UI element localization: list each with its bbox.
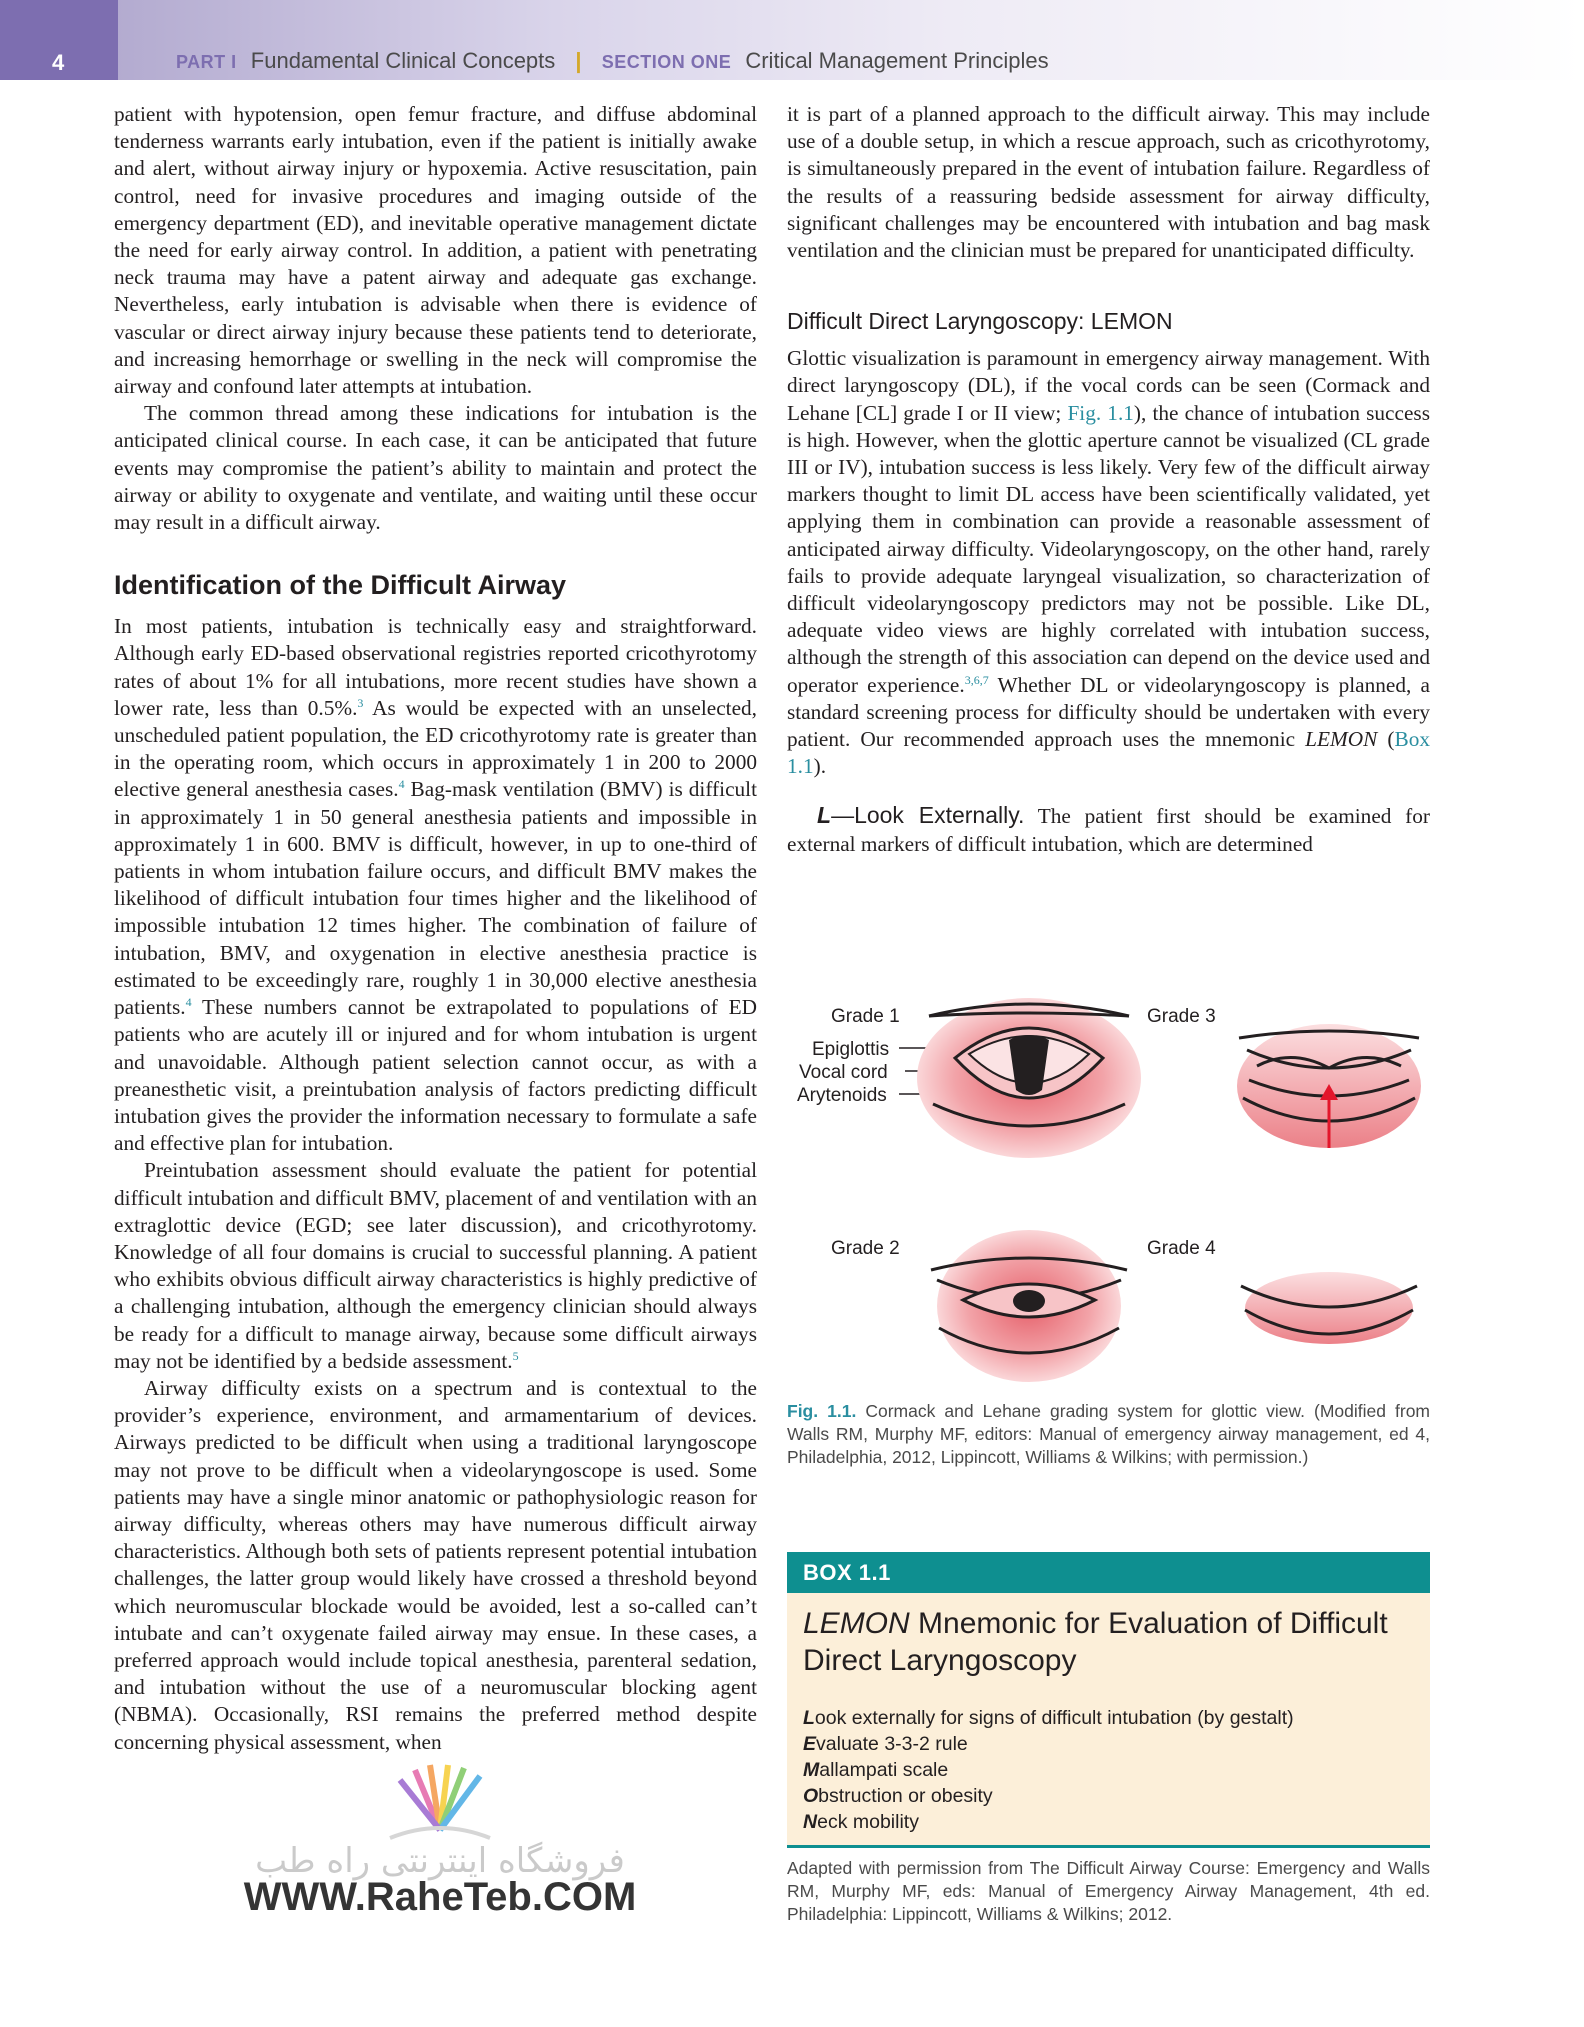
box-source-note: Adapted with permission from The Difficult Airway Course: Emergency and Walls RM, Murphy MF, eds: Manual of Emergency Airway Management, 4th ed. Philadelphia: Lippincott, Williams & Wilkins; 2012. xyxy=(787,1858,1430,1924)
watermark xyxy=(190,1760,690,1920)
text-run: ), the chance of intubation success is high. However, when the glottic aperture cannot be visualized (CL grade III or IV), intubation success is less likely. Very few of the difficult airway markers thought to limit DL access have been scientifically validated, yet applying them in combination can provide a reasonable assessment of anticipated airway difficulty. Videolaryngoscopy, on the other hand, rarely fails to provide adequate laryngeal visualization, so characterization of difficult videolaryngoscopy predictors may not be possible. Like DL, adequate video views are highly correlated with intubation success, although the strength of this association can depend on the device used and operator experience. xyxy=(787,400,1430,697)
arytenoids-label: Arytenoids xyxy=(797,1085,887,1106)
cormack-lehane-figure xyxy=(787,988,1430,1408)
grade-4-label: Grade 4 xyxy=(1147,1238,1216,1259)
grade-2-view xyxy=(931,1230,1127,1382)
grade-3-view xyxy=(1237,1024,1421,1148)
figure-link[interactable]: Fig. 1.1 xyxy=(1067,400,1134,425)
vocal-cord-label: Vocal cord xyxy=(799,1062,888,1083)
epiglottis-label: Epiglottis xyxy=(812,1039,890,1060)
header-separator: | xyxy=(575,48,582,73)
list-item: Obstruction or obesity xyxy=(803,1785,993,1807)
glottic-grades-diagram xyxy=(787,988,1430,1408)
reference-link[interactable]: 4 xyxy=(185,995,192,1009)
caption-text: Cormack and Lehane grading system for glottic view. (Modified from Walls RM, Murphy MF, editors: Manual of emergency airway management, ed 4, Philadelphia, 2012, Lippincott, Williams & Wilkins; with permission.) xyxy=(787,1401,1431,1467)
section-label: SECTION ONE xyxy=(601,52,732,72)
box-title: LEMON Mnemonic for Evaluation of Difficult Direct Laryngoscopy xyxy=(803,1607,1388,1677)
paragraph xyxy=(114,1157,757,1375)
grade-1-view xyxy=(917,998,1141,1158)
text-run: In most patients, intubation is technically easy and straightforward. Although early ED-based observational registries reported cricothyrotomy rates of about 1% for all intubations, more recent studies have shown a lower rate, less than 0.5%. xyxy=(114,614,757,720)
box-link[interactable]: Box 1.1 xyxy=(787,727,1431,779)
text-run: These numbers cannot be extrapolated to populations of ED patients who are acutely ill or injured and for whom intubation is urgent and unavoidable. Although patient selection cannot occur, as with a preanesthetic visit, a preintubation analysis of factors predicting difficult intubation gives the provider the information necessary to formulate a safe and effective plan for intubation. xyxy=(114,995,757,1156)
box-1-1 xyxy=(787,1552,1430,1848)
paragraph: The common thread among these indications for intubation is the anticipated clinical course. In each case, it can be anticipated that future events may compromise the patient’s ability to maintain and protect the airway or ability to oxygenate and ventilate, and waiting until these occur may result in a difficult airway. xyxy=(114,401,757,535)
section-heading: Identification of the Difficult Airway xyxy=(114,570,567,601)
text-run: Bag-mask ventilation (BMV) is difficult in approximately 1 in 50 general anesthesia patients and impossible in approximately 1 in 600. BMV is difficult, however, in up to one-third of patients in whom intubation failure occurs, and difficult BMV makes the likelihood of difficult intubation four times higher and the likelihood of impossible intubation 12 times higher. The combination of failure of intubation, BMV, and oxygenation in elective anesthesia practice is estimated to be exceedingly rare, roughly 1 in 30,000 elective anesthesia patients. xyxy=(114,777,758,1020)
subsection-heading: Difficult Direct Laryngoscopy: LEMON xyxy=(787,308,1173,335)
reference-link[interactable]: 3 xyxy=(357,695,364,710)
list-item: Mallampati scale xyxy=(803,1759,949,1781)
grade-2-label: Grade 2 xyxy=(831,1238,900,1259)
reference-link[interactable]: 5 xyxy=(512,1348,519,1363)
right-column xyxy=(787,101,1430,858)
running-header xyxy=(0,0,1584,80)
list-item: Evaluate 3-3-2 rule xyxy=(803,1733,968,1755)
grade-4-view xyxy=(1241,1272,1417,1344)
watermark-url: WWW.RaheTeb.COM xyxy=(243,1875,637,1919)
page-number: 4 xyxy=(0,0,118,80)
figure-label: Fig. 1.1. xyxy=(787,1401,857,1421)
section-title: Critical Management Principles xyxy=(745,48,1049,73)
reference-link[interactable]: 3,6,7 xyxy=(964,672,989,687)
paragraph: patient with hypotension, open femur fracture, and diffuse abdominal tenderness warrants early intubation, even if the patient is initially awake and alert, without airway injury or hypoxemia. Active resuscitation, pain control, need for invasive procedures and imaging outside of the emergency department (ED), and inevitable operative management dictate the need for early airway control. In addition, a patient with penetrating neck trauma may have a patent airway and adequate gas exchange. Nevertheless, early intubation is advisable when there is evidence of vascular or direct airway injury because these patients tend to deteriorate, and increasing hemorrhage or swelling in the neck will compromise the airway and confound later attempts at intubation. xyxy=(114,102,757,399)
paragraph xyxy=(787,345,1430,780)
run-in-heading: L—Look Externally. xyxy=(817,802,1025,829)
text-run: As would be expected with an unselected, unscheduled patient population, the ED cricothyrotomy rate is greater than in the operating room, which occurs in approximately 1 in 200 to 2000 elective general anesthesia cases. xyxy=(114,695,757,802)
box-label: BOX 1.1 xyxy=(787,1552,1430,1593)
mnemonic-list xyxy=(787,1705,1430,1835)
paragraph xyxy=(787,802,1430,857)
paragraph: it is part of a planned approach to the difficult airway. This may include use of a double setup, in which a rescue approach, such as cricothyrotomy, is simultaneously prepared in the event of intubation failure. Regardless of the results of a reassuring bedside assessment for airway difficulty, significant challenges may be encountered with intubation and bag mask ventilation and the clinician must be prepared for unanticipated difficulty. xyxy=(787,102,1430,263)
text-run: Preintubation assessment should evaluate the patient for potential difficult intubation and difficult BMV, placement of and ventilation with an extraglottic device (EGD; see later discussion), and cricothyrotomy. Knowledge of all four domains is crucial to successful planning. A patient who exhibits obvious difficult airway characteristics is highly predictive of a challenging intubation, although the emergency clinician should always be ready for a difficult to manage airway, because some difficult airways may not be identified by a bedside assessment. xyxy=(114,1158,757,1373)
box-rule xyxy=(787,1845,1430,1848)
part-title: Fundamental Clinical Concepts xyxy=(250,48,556,73)
reference-link[interactable]: 4 xyxy=(398,777,405,792)
left-column xyxy=(114,101,757,1756)
mnemonic: LEMON xyxy=(1305,727,1378,752)
text-run: The patient first should be examined for external markers of difficult intubation, which are determined xyxy=(787,804,1430,856)
running-title xyxy=(176,48,1049,74)
watermark-arabic: فروشگاه اینترنتی راه طب xyxy=(255,1841,625,1881)
paragraph: Airway difficulty exists on a spectrum and is contextual to the provider’s experience, environment, and armamentarium of devices. Airways predicted to be difficult when using a traditional laryngoscope may not prove to be difficult when a videolaryngoscope is used. Some patients may have a single minor anatomic or pathophysiologic reason for airway difficulty, whereas others may have numerous difficult airway characteristics. Although both sets of patients represent potential intubation challenges, the latter group would likely have crossed a threshold beyond which neuromuscular blockade would be avoided, lest a so-called can’t intubate and can’t oxygenate failed airway may ensue. In these cases, a preferred approach would include topical anesthesia, parenteral sedation, and intubation without the use of a neuromuscular blocking agent (NBMA). Occasionally, RSI remains the preferred method despite concerning physical assessment, when xyxy=(114,1375,757,1754)
text-run: ). xyxy=(813,754,827,779)
grade-3-label: Grade 3 xyxy=(1147,1006,1216,1027)
part-label: PART I xyxy=(176,52,237,72)
figure-caption xyxy=(787,1400,1430,1469)
paragraph xyxy=(114,613,757,1157)
list-item: Neck mobility xyxy=(803,1811,919,1833)
list-item: Look externally for signs of difficult intubation (by gestalt) xyxy=(803,1707,1294,1729)
text-run: Whether DL or videolaryngoscopy is planned, a standard screening process for difficulty should be undertaken with every patient. Our recommended approach uses the mnemonic xyxy=(787,672,1430,752)
grade-1-label: Grade 1 xyxy=(831,1006,900,1027)
text-run: ( xyxy=(1377,727,1395,752)
text-run: Glottic visualization is paramount in emergency airway management. With direct laryngoscopy (DL), if the vocal cords can be seen (Cormack and Lehane [CL] grade I or II view; xyxy=(787,346,1430,425)
